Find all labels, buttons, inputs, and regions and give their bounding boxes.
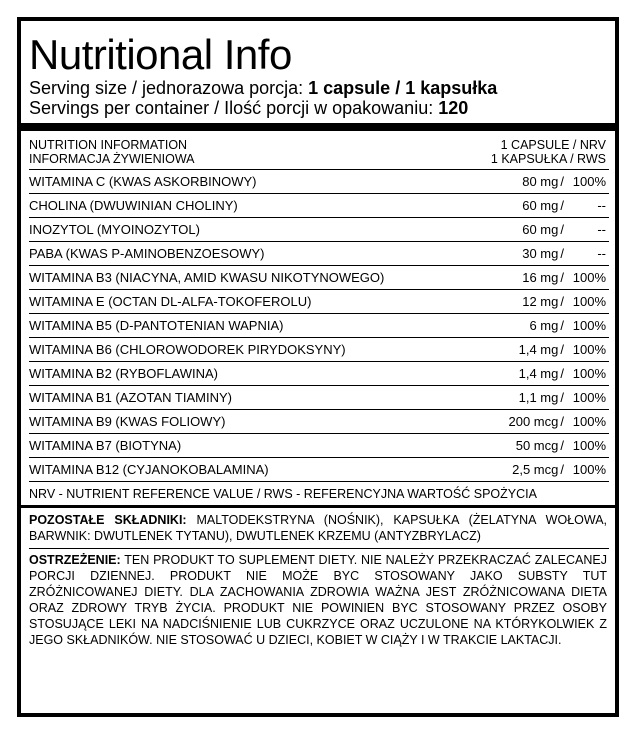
amount-separator: / — [560, 198, 564, 213]
table-row — [29, 434, 609, 458]
amount-separator: / — [560, 414, 564, 429]
amount-separator: / — [560, 342, 564, 357]
table-header-right-line1: 1 CAPSULE / NRV — [500, 138, 606, 152]
nutrient-name: WITAMINA B12 (CYJANOKOBALAMINA) — [29, 462, 269, 477]
nutrient-amount: 50 mcg — [515, 438, 559, 453]
nutrient-nrv: 100% — [572, 390, 606, 405]
nutrient-name: WITAMINA C (KWAS ASKORBINOWY) — [29, 174, 257, 189]
table-row — [29, 386, 609, 410]
nutrient-nrv: 100% — [572, 438, 606, 453]
nutrient-name: WITAMINA B6 (CHLOROWODOREK PIRYDOKSYNY) — [29, 342, 346, 357]
nutrient-amount: 60 mg — [522, 222, 559, 237]
table-header — [29, 135, 609, 170]
nutrient-amount-cell — [509, 414, 607, 429]
nutrient-amount-cell — [522, 246, 606, 261]
nutrient-amount: 1,1 mg — [518, 390, 559, 405]
table-row — [29, 362, 609, 386]
amount-separator: / — [560, 174, 564, 189]
amount-separator: / — [560, 366, 564, 381]
ingredients-label: POZOSTAŁE SKŁADNIKI: — [29, 513, 187, 527]
nutrient-amount-cell — [522, 198, 606, 213]
nutrient-amount-cell — [512, 462, 606, 477]
warning-section — [29, 549, 609, 648]
nutrient-name: CHOLINA (DWUWINIAN CHOLINY) — [29, 198, 238, 213]
nutrient-name: WITAMINA B5 (D-PANTOTENIAN WAPNIA) — [29, 318, 284, 333]
table-header-left-line1: NUTRITION INFORMATION — [29, 138, 188, 152]
nutrient-amount: 30 mg — [522, 246, 559, 261]
table-row — [29, 170, 609, 194]
nutrient-amount-cell — [522, 270, 606, 285]
nutrient-name: WITAMINA B3 (NIACYNA, AMID KWASU NIKOTYNOWEGO) — [29, 270, 385, 285]
ingredients-section — [29, 508, 609, 549]
serving-size-label: Serving size / jednorazowa porcja: — [29, 78, 309, 98]
serving-size — [29, 78, 609, 98]
nutrient-nrv: 100% — [572, 174, 606, 189]
page-title: Nutritional Info — [29, 31, 292, 78]
amount-separator: / — [560, 246, 564, 261]
nutrient-nrv: 100% — [572, 366, 606, 381]
table-row — [29, 314, 609, 338]
nutrient-name: WITAMINA E (OCTAN DL-ALFA-TOKOFEROLU) — [29, 294, 312, 309]
thick-divider — [21, 123, 615, 131]
amount-separator: / — [560, 390, 564, 405]
nutrient-name: WITAMINA B7 (BIOTYNA) — [29, 438, 182, 453]
nutrient-nrv: 100% — [572, 294, 606, 309]
table-row — [29, 218, 609, 242]
nutrient-name: INOZYTOL (MYOINOZYTOL) — [29, 222, 200, 237]
nutrient-amount: 200 mcg — [508, 414, 559, 429]
amount-separator: / — [560, 270, 564, 285]
nutrient-nrv: -- — [597, 246, 606, 261]
table-row — [29, 458, 609, 482]
nutrient-amount: 2,5 mcg — [512, 462, 559, 477]
table-row — [29, 338, 609, 362]
table-header-right — [491, 138, 606, 166]
nutrient-name: WITAMINA B2 (RYBOFLAWINA) — [29, 366, 219, 381]
nutrient-name: WITAMINA B1 (AZOTAN TIAMINY) — [29, 390, 232, 405]
nutrient-name: PABA (KWAS P-AMINOBENZOESOWY) — [29, 246, 265, 261]
table-row — [29, 266, 609, 290]
servings-per-container-label: Servings per container / Ilość porcji w opakowaniu: — [29, 98, 439, 118]
ingredients-text: MALTODEKSTRYNA (NOŚNIK), KAPSUŁKA (ŻELATYNA WOŁOWA, BARWNIK: DWUTLENEK TYTANU), DWUTLENEK KRZEMU (ANTYZBRYLACZ) — [29, 513, 608, 543]
nutrient-amount-cell — [519, 342, 606, 357]
nutrient-amount: 6 mg — [529, 318, 559, 333]
nutrient-table — [29, 170, 609, 482]
nutrient-nrv: -- — [597, 222, 606, 237]
nutrient-nrv: 100% — [572, 318, 606, 333]
amount-separator: / — [560, 438, 564, 453]
nutrient-nrv: 100% — [572, 414, 606, 429]
nutrient-amount-cell — [516, 438, 606, 453]
table-header-left-line2: INFORMACJA ŻYWIENIOWA — [29, 152, 195, 166]
nutrient-amount-cell — [529, 318, 606, 333]
table-row — [29, 194, 609, 218]
warning-label: OSTRZEŻENIE: — [29, 553, 121, 567]
table-row — [29, 410, 609, 434]
nutrient-name: WITAMINA B9 (KWAS FOLIOWY) — [29, 414, 226, 429]
nutrient-amount: 16 mg — [522, 270, 559, 285]
amount-separator: / — [560, 294, 564, 309]
nutrient-amount: 1,4 mg — [518, 342, 559, 357]
table-header-right-line2: 1 KAPSUŁKA / RWS — [490, 152, 606, 166]
warning-text: TEN PRODUKT TO SUPLEMENT DIETY. NIE NALEŻY PRZEKRACZAĆ ZALECANEJ PORCJI DZIENNEJ. PRODUKT NIE MOŻE BYC STOSOWANY JAKO SUBSTY TUT ZRÓŻNICOWANEJ DIETY. DLA ZACHOWANIA ZDROWIA WAŻNA JEST ZRÓŻNICOWANA DIETA ORAZ ZDROWY TRYB ŻYCIA. PRODUKT NIE POWINIEN BYC STOSOWANY PRZEZ OSOBY STOSUJĄCE LEKI NA NADCIŚNIENIE LUB CUKRZYCE ORAZ UCZULONE NA KTÓRYKOLWIEK Z JEGO SKŁADNIKÓW. NIE STOSOWAĆ U DZIECI, KOBIET W CIĄŻY I W TRAKCIE LAKTACJI. — [29, 553, 607, 647]
amount-separator: / — [560, 462, 564, 477]
table-row — [29, 290, 609, 314]
nutrient-nrv: -- — [597, 198, 606, 213]
nutrient-amount-cell — [522, 174, 606, 189]
nutrient-amount-cell — [519, 366, 606, 381]
amount-separator: / — [560, 222, 564, 237]
nutrient-nrv: 100% — [572, 462, 606, 477]
nrv-note: NRV - NUTRIENT REFERENCE VALUE / RWS - REFERENCYJNA WARTOŚĆ SPOŻYCIA — [29, 486, 537, 501]
servings-per-container-value: 120 — [438, 98, 469, 118]
nutrient-amount-cell — [522, 294, 606, 309]
table-header-left — [29, 138, 195, 166]
nutrient-amount: 12 mg — [522, 294, 559, 309]
table-row — [29, 242, 609, 266]
amount-separator: / — [560, 318, 564, 333]
nutrient-amount: 60 mg — [522, 198, 559, 213]
nutrition-label — [17, 17, 619, 717]
serving-size-value: 1 capsule / 1 kapsułka — [308, 78, 498, 98]
nutrient-nrv: 100% — [572, 342, 606, 357]
nutrient-amount: 1,4 mg — [518, 366, 559, 381]
nutrient-amount-cell — [522, 222, 606, 237]
servings-per-container — [29, 98, 609, 118]
nutrient-nrv: 100% — [572, 270, 606, 285]
nutrient-amount-cell — [519, 390, 606, 405]
nutrient-amount: 80 mg — [522, 174, 559, 189]
